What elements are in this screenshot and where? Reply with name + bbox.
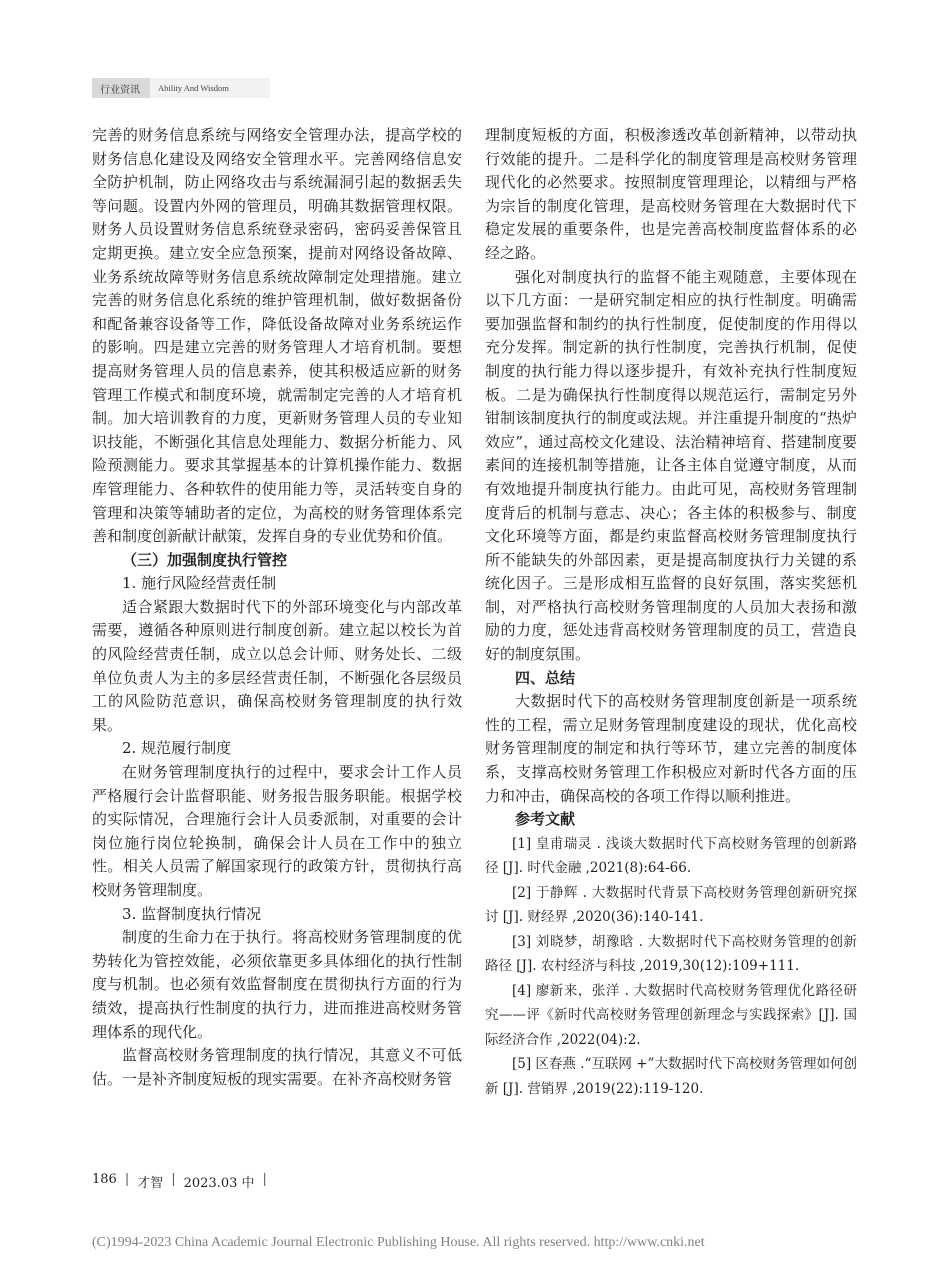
paragraph: 监督高校财务管理制度的执行情况，其意义不可低估。一是补齐制度短板的现实需要。在补齐高校财务管: [92, 1046, 462, 1088]
reference-item: [5] 区春燕 .“互联网 +”大数据时代下高校财务管理如何创新 [J]. 营销界 ,2019(22):119-120.: [485, 1056, 857, 1097]
paragraph: 理制度短板的方面，积极渗透改革创新精神，以带动执行效能的提升。二是科学化的制度管理是高校财务管理现代化的必然要求。按照制度管理理论，以精细与严格为宗旨的制度化管理，是高校财务管理在大数据时代下稳定发展的重要条件，也是完善高校制度监督体系的必经之路。: [485, 126, 857, 262]
paragraph: 大数据时代下的高校财务管理制度创新是一项系统性的工程，需立足财务管理制度建设的现状，优化高校财务管理制度的制定和执行等环节，建立完善的制度体系，支撑高校财务管理工作积极应对新时代各方面的压力和冲击，确保高校的各项工作得以顺利推进。: [485, 692, 857, 805]
paragraph: 强化对制度执行的监督不能主观随意，主要体现在以下几方面：一是研究制定相应的执行性制度。明确需要加强监督和制约的执行性制度，促使制度的作用得以充分发挥。制定新的执行性制度，完善执行机制，促使制度的执行能力得以逐步提升，有效补充执行性制度短板。二是为确保执行性制度得以规范运行，需制定另外钳制该制度执行的制度或法规。并注重提升制度的“热炉效应”，通过高校文化建设、法治精神培育、搭建制度要素间的连接机制等措施，让各主体自觉遵守制度，从而有效地提升制度执行能力。由此可见，高校财务管理制度背后的机制与意志、决心；各主体的积极参与、制度文化环境等方面，都是约束监督高校财务管理制度执行所不能缺失的外部因素，更是提高制度执行力关键的系统化因子。三是形成相互监督的良好氛围，落实奖惩机制，对严格执行高校财务管理制度的人员加大表扬和激励的力度，惩处违背高校财务管理制度的员工，营造良好的制度氛围。: [485, 267, 857, 664]
section-tag: 行业资讯: [92, 78, 150, 98]
subsection-heading: 1. 施行风险经营责任制: [122, 574, 277, 593]
left-column: [92, 124, 462, 1091]
reference-item: [3] 刘晓梦，胡豫晗 . 大数据时代下高校财务管理的创新路径 [J]. 农村经济与科技 ,2019,30(12):109+111.: [485, 933, 857, 975]
paragraph: 完善的财务信息系统与网络安全管理办法，提高学校的财务信息化建设及网络安全管理水平。完善网络信息安全防护机制，防止网络攻击与系统漏洞引起的数据丢失等问题。设置内外网的管理员，明确其数据管理权限。财务人员设置财务信息系统登录密码，密码妥善保管且定期更换。建立安全应急预案，提前对网络设备故障、业务系统故障等财务信息系统故障制定处理措施。建立完善的财务信息化系统的维护管理机制，做好数据备份和配备兼容设备等工作，降低设备故障对业务系统运作的影响。四是建立完善的财务管理人才培育机制。要想提高财务管理人员的信息素养，使其积极适应新的财务管理工作模式和制度环境，就需制定完善的人才培育机制。加大培训教育的力度，更新财务管理人员的专业知识技能，不断强化其信息处理能力、数据分析能力、风险预测能力。要求其掌握基本的计算机操作能力、数据库管理能力、各种软件的使用能力等，灵活转变自身的管理和决策等辅助者的定位，为高校的财务管理体系完善和制度创新献计献策，发挥自身的专业优势和价值。: [92, 126, 462, 546]
subsection-heading: 3. 监督制度执行情况: [122, 904, 262, 923]
paragraph: 在财务管理制度执行的过程中，要求会计工作人员严格履行会计监督职能、财务报告服务职能。根据学校的实际情况，合理施行会计人员委派制，对重要的会计岗位施行岗位轮换制，确保会计人员在工作中的独立性。相关人员需了解国家现行的政策方针，贯彻执行高校财务管理制度。: [92, 763, 462, 899]
references-heading: 参考文献: [515, 810, 576, 829]
page-number: 186: [92, 1172, 117, 1187]
copyright-notice: (C)1994-2023 China Academic Journal Electronic Publishing House. All rights reserved. http://www.cnki.net: [92, 1235, 705, 1250]
reference-item: [1] 皇甫瑞灵 . 浅谈大数据时代下高校财务管理的创新路径 [J]. 时代金融 ,2021(8):64-66.: [485, 835, 857, 877]
reference-list: [485, 832, 857, 1102]
journal-name: 才智: [137, 1176, 164, 1191]
footer-separator: |: [171, 1172, 176, 1187]
subsection-heading: 2. 规范履行制度: [122, 739, 232, 758]
section-heading: （三）加强制度执行管控: [122, 550, 288, 569]
paragraph: 制度的生命力在于执行。将高校财务管理制度的优势转化为管控效能，必须依靠更多具体细化的执行性制度与机制。也必须有效监督制度在贯彻执行方面的行为绩效，提高执行性制度的执行力，进而推进高校财务管理体系的现代化。: [92, 928, 462, 1041]
paragraph: 适合紧跟大数据时代下的外部环境变化与内部改革需要，遵循各种原则进行制度创新。建立起以校长为首的风险经营责任制，成立以总会计师、财务处长、二级单位负责人为主的多层经营责任制，不断强化各层级员工的风险防范意识，确保高校财务管理制度的执行效果。: [92, 597, 462, 734]
journal-english-name: Ability And Wisdom: [150, 78, 270, 98]
right-column: [485, 124, 857, 1101]
running-header: [92, 78, 270, 98]
section-heading: 四、总结: [515, 668, 576, 687]
footer-separator: |: [262, 1172, 267, 1187]
page-footer: [92, 1172, 267, 1191]
reference-item: [4] 廖新来，张洋 . 大数据时代高校财务管理优化路径研究——评《新时代高校财务管理创新理念与实践探索》[J]. 国际经济合作 ,2022(04):2.: [485, 982, 857, 1048]
issue-label: 2023.03 中: [183, 1176, 255, 1191]
footer-separator: |: [124, 1172, 130, 1187]
reference-item: [2] 于静辉 . 大数据时代背景下高校财务管理创新研究探讨 [J]. 财经界 ,2020(36):140-141.: [485, 884, 857, 926]
